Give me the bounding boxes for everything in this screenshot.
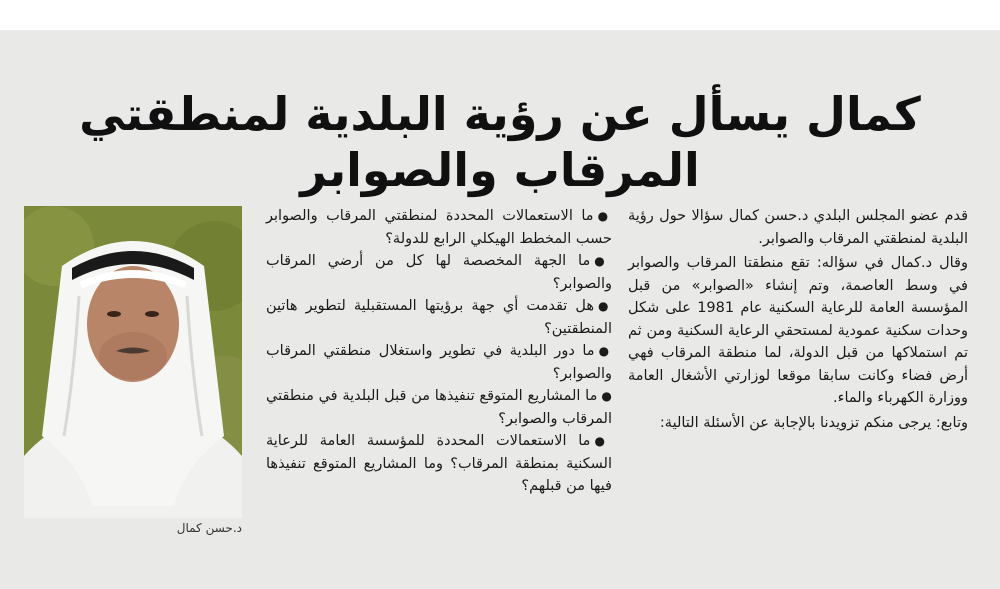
question-text: ما الجهة المخصصة لها كل من أرضي المرقاب والصوابر؟ bbox=[266, 253, 612, 292]
photo-caption: د.حسن كمال bbox=[176, 521, 242, 535]
article-intro-column bbox=[628, 205, 968, 434]
questions-column bbox=[266, 205, 612, 498]
bullet-icon: ● bbox=[598, 299, 612, 313]
question-text: ما الاستعمالات المحددة لمنطقتي المرقاب والصوابر حسب المخطط الهيكلي الرابع للدولة؟ bbox=[266, 208, 612, 247]
question-item bbox=[266, 430, 612, 498]
question-item bbox=[266, 340, 612, 385]
intro-paragraph-2: وقال د.كمال في سؤاله: تقع منطقتا المرقاب والصوابر في وسط العاصمة، وتم إنشاء «الصوابر» من قبل المؤسسة العامة للرعاية السكنية عام 1981 على شكل وحدات سكنية عمودية لمستحقي الرعاية السكنية ومن ثم تم استملاكها من قبل الدولة، لما منطقة المرقاب فهي أرض فضاء وكانت سابقا موقعا لوزارتي الأشغال العامة ووزارة الكهرباء والماء. bbox=[628, 255, 968, 406]
bullet-icon: ● bbox=[594, 434, 612, 448]
article-headline: كمال يسأل عن رؤية البلدية لمنطقتي المرقاب والصوابر bbox=[79, 87, 921, 197]
question-item bbox=[266, 205, 612, 250]
question-text: ما دور البلدية في تطوير واستغلال منطقتي المرقاب والصوابر؟ bbox=[266, 343, 612, 382]
question-item bbox=[266, 385, 612, 430]
question-text: هل تقدمت أي جهة برؤيتها المستقبلية لتطوير هاتين المنطقتين؟ bbox=[266, 298, 612, 337]
bullet-icon: ● bbox=[594, 254, 612, 268]
portrait-illustration bbox=[24, 206, 242, 518]
bullet-icon: ● bbox=[598, 344, 612, 358]
question-text: ما المشاريع المتوقع تنفيذها من قبل البلدية في منطقتي المرقاب والصوابر؟ bbox=[266, 388, 612, 427]
bullet-icon: ● bbox=[601, 389, 612, 403]
intro-paragraph-1: قدم عضو المجلس البلدي د.حسن كمال سؤالا حول رؤية البلدية لمنطقتي المرقاب والصوابر. bbox=[628, 208, 968, 247]
intro-paragraph-3: وتابع: يرجى منكم تزويدنا بالإجابة عن الأسئلة التالية: bbox=[659, 414, 968, 431]
question-item bbox=[266, 250, 612, 295]
portrait-photo bbox=[24, 206, 242, 518]
bullet-icon: ● bbox=[597, 209, 612, 223]
question-item bbox=[266, 295, 612, 340]
question-text: ما الاستعمالات المحددة للمؤسسة العامة للرعاية السكنية بمنطقة المرقاب؟ وما المشاريع المتوقع تنفيذها فيها من قبلهم؟ bbox=[266, 433, 612, 494]
